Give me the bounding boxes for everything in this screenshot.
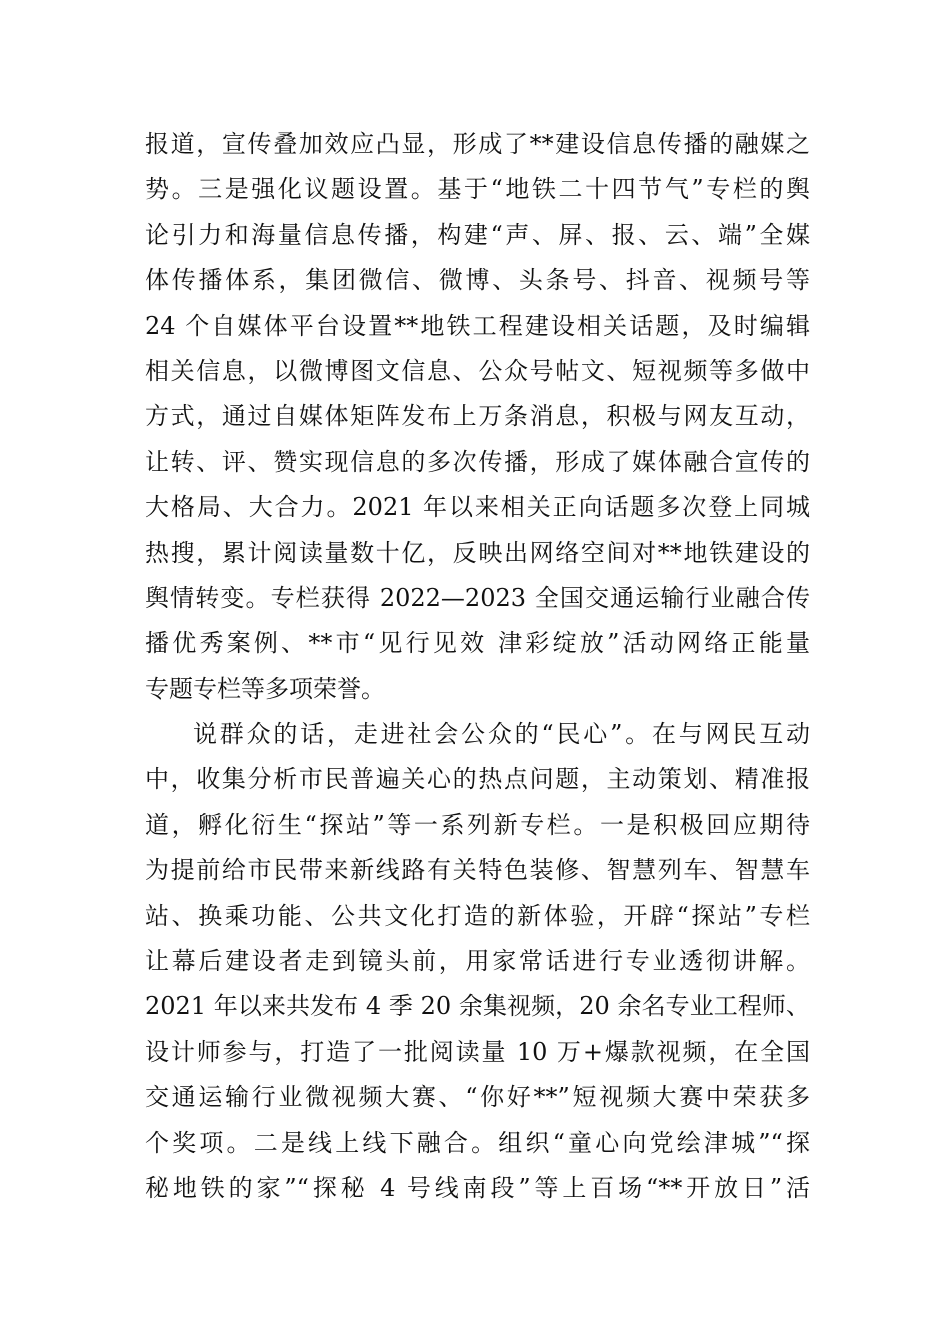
text-line: 个奖项。二是线上线下融合。组织“童心向党绘津城”“探	[145, 1128, 810, 1157]
text-line: 热搜，累计阅读量数十亿，反映出网络空间对**地铁建设的	[145, 538, 810, 567]
text-line: 中，收集分析市民普遍关心的热点问题，主动策划、精准报	[145, 765, 810, 794]
text-line: 势。三是强化议题设置。基于“地铁二十四节气”专栏的舆	[145, 175, 810, 204]
text-line: 报道，宣传叠加效应凸显，形成了**建设信息传播的融媒之	[145, 130, 810, 158]
text-line: 大格局、大合力。2021 年以来相关正向话题多次登上同城	[145, 493, 810, 522]
text-line: 交通运输行业微视频大赛、“你好**”短视频大赛中荣获多	[145, 1083, 810, 1112]
document-body	[145, 122, 810, 1211]
text-line: 播优秀案例、**市“见行见效 津彩绽放”活动网络正能量	[145, 629, 810, 658]
text-line: 道，孵化衍生“探站”等一系列新专栏。一是积极回应期待	[145, 810, 810, 839]
text-line: 为提前给市民带来新线路有关特色装修、智慧列车、智慧车	[145, 856, 810, 885]
text-line: 体传播体系，集团微信、微博、头条号、抖音、视频号等	[145, 266, 810, 295]
text-line: 站、换乘功能、公共文化打造的新体验，开辟“探站”专栏	[145, 901, 810, 930]
text-line: 24 个自媒体平台设置**地铁工程建设相关话题，及时编辑	[145, 311, 810, 340]
text-line: 舆情转变。专栏获得 2022—2023 全国交通运输行业融合传	[145, 583, 810, 612]
text-line: 2021 年以来共发布 4 季 20 余集视频，20 余名专业工程师、	[145, 992, 810, 1021]
text-line: 设计师参与，打造了一批阅读量 10 万+爆款视频，在全国	[145, 1037, 810, 1066]
text-line: 专题专栏等多项荣誉。	[145, 674, 385, 703]
text-line: 相关信息，以微博图文信息、公众号帖文、短视频等多做中	[145, 356, 810, 385]
text-line: 秘地铁的家”“探秘 4 号线南段”等上百场“**开放日”活	[145, 1173, 810, 1202]
text-line: 方式，通过自媒体矩阵发布上万条消息，积极与网友互动，	[145, 402, 810, 431]
paragraph-first-line: 说群众的话，走进社会公众的“民心”。在与网民互动	[193, 720, 810, 749]
text-line: 让幕后建设者走到镜头前，用家常话进行专业透彻讲解。	[145, 947, 810, 976]
text-line: 论引力和海量信息传播，构建“声、屏、报、云、端”全媒	[145, 220, 810, 249]
text-line: 让转、评、赞实现信息的多次传播，形成了媒体融合宣传的	[145, 447, 810, 476]
